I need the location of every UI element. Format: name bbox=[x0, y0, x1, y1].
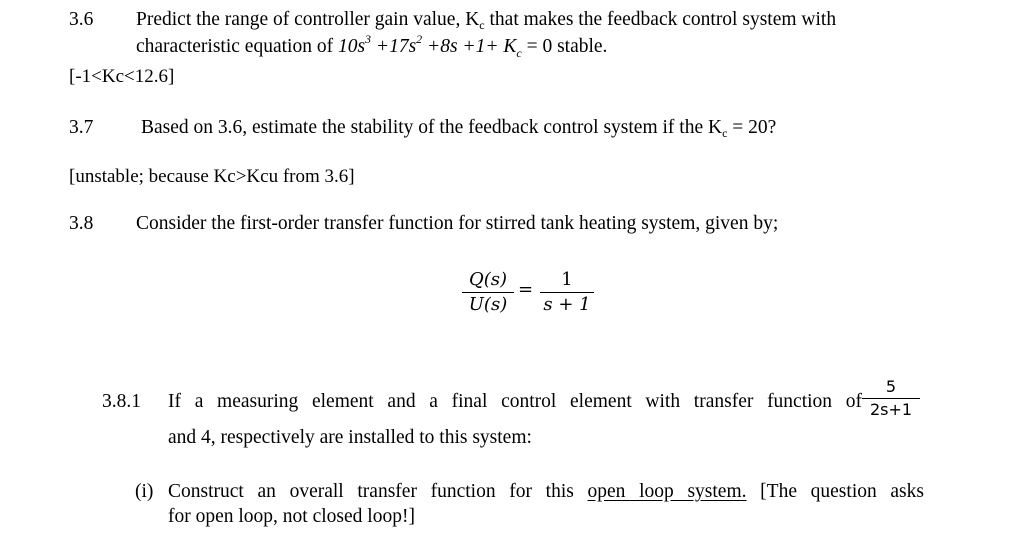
sub-question-i-line-1 bbox=[168, 478, 924, 505]
q37-text-end: = 20? bbox=[727, 117, 777, 138]
question-3-7-text bbox=[141, 114, 776, 141]
tf-rhs-denominator: s + 1 bbox=[543, 294, 591, 315]
eq-term-3: +8s +1+ K bbox=[422, 36, 517, 57]
q36-line1-text: Predict the range of controller gain value, K bbox=[136, 9, 480, 30]
question-number-3-8-1: 3.8.1 bbox=[102, 391, 141, 412]
q36-line2-after: stable. bbox=[552, 36, 608, 57]
question-3-6-line-2 bbox=[136, 33, 607, 62]
sub-question-i-line-2: for open loop, not closed loop!] bbox=[168, 506, 415, 527]
open-loop-underlined: open loop system. bbox=[587, 481, 747, 502]
answer-3-6: [-1<Kc<12.6] bbox=[69, 66, 175, 87]
q36-equation bbox=[337, 32, 553, 60]
tf-equals-sign: = bbox=[518, 279, 534, 300]
q37-subscript: c bbox=[722, 126, 728, 140]
me-tf-numerator: 5 bbox=[885, 377, 897, 396]
me-tf-denominator: 2s+1 bbox=[869, 400, 913, 419]
eq-subscript-c: c bbox=[516, 46, 522, 60]
question-number-3-6: 3.6 bbox=[69, 9, 94, 30]
eq-term-1: 10s bbox=[337, 36, 366, 57]
question-3-8-1-line-2: and 4, respectively are installed to this system: bbox=[168, 427, 532, 448]
transfer-function-rhs bbox=[540, 268, 594, 317]
sub-question-label-i: (i) bbox=[135, 481, 154, 502]
answer-3-7: [unstable; because Kc>Kcu from 3.6] bbox=[69, 166, 355, 187]
eq-term-2: +17s bbox=[371, 36, 417, 57]
question-3-8-1-line-1: If a measuring element and a final control element with transfer function of bbox=[168, 391, 862, 412]
q36-line1-subscript: c bbox=[479, 18, 485, 32]
transfer-function-lhs bbox=[462, 268, 514, 317]
q37-text: Based on 3.6, estimate the stability of the feedback control system if the K bbox=[141, 117, 723, 138]
question-number-3-8: 3.8 bbox=[69, 213, 94, 234]
tf-rhs-numerator: 1 bbox=[561, 269, 573, 290]
question-number-3-7: 3.7 bbox=[69, 117, 94, 138]
question-3-6-line-1 bbox=[136, 6, 836, 33]
q36-line2-text: characteristic equation of bbox=[136, 36, 338, 57]
question-3-8-text: Consider the first-order transfer function for stirred tank heating system, given by; bbox=[136, 213, 779, 234]
eq-exp-2: 2 bbox=[416, 32, 423, 46]
q36-line1-end: that makes the feedback control system with bbox=[484, 9, 837, 30]
tf-denominator: U(s) bbox=[468, 294, 508, 315]
eq-term-4: = 0 bbox=[521, 36, 553, 57]
sub-i-text-end: [The question asks bbox=[760, 481, 924, 502]
eq-exp-1: 3 bbox=[365, 32, 372, 46]
tf-numerator: Q(s) bbox=[468, 269, 508, 290]
measuring-element-tf bbox=[862, 376, 920, 421]
sub-i-text: Construct an overall transfer function for this bbox=[168, 481, 588, 502]
